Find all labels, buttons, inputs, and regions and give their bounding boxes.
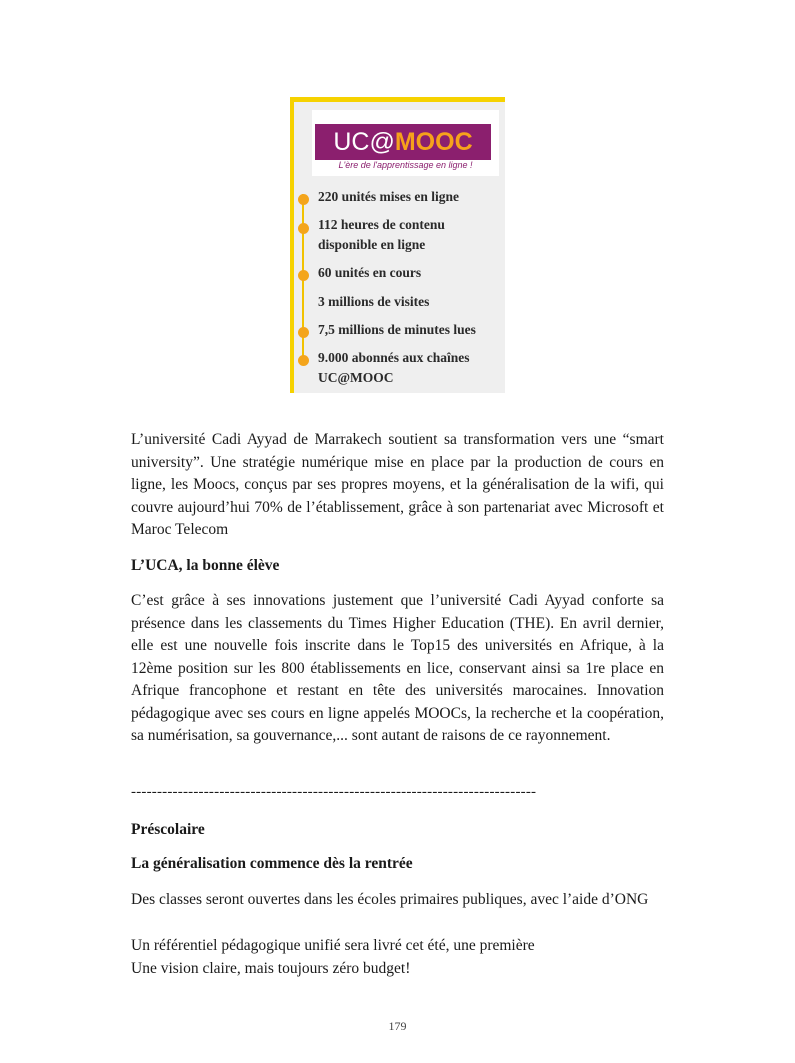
bullet-dot-icon: [298, 270, 309, 281]
stat-item: [318, 215, 445, 255]
stat-line: 112 heures de contenu: [318, 217, 445, 232]
stat-item: [318, 320, 476, 340]
ucamooc-logo: [312, 110, 499, 176]
bullet-dot-icon: [298, 194, 309, 205]
intro-paragraph: L’université Cadi Ayyad de Marrakech soutient sa transformation vers une “smart university”. Une stratégie numérique mise en place par la production de cours en ligne, les Moocs, conçus par ses propres moyens, et la généralisation de la wifi, qui couvre aujourd’hui 70% de l’établissement, grâce à son partenariat avec Microsoft et Maroc Telecom: [131, 431, 664, 538]
stat-line: UC@MOOC: [318, 370, 394, 385]
separator-line: ------------------------------------------------------------------------------: [131, 784, 537, 800]
stat-line: 220 unités mises en ligne: [318, 189, 460, 204]
stat-line: 3 millions de visites: [318, 294, 430, 309]
logo-text-uc: UC@: [333, 128, 395, 156]
logo-text-mooc: MOOC: [394, 128, 473, 156]
heading-generalisation: La généralisation commence dès la rentrée: [131, 855, 413, 872]
bullet-dot-icon: [298, 355, 309, 366]
stat-item: [318, 187, 459, 207]
classes-paragraph: Des classes seront ouvertes dans les écoles primaires publiques, avec l’aide d’ONG: [131, 891, 649, 908]
heading-uca: L’UCA, la bonne élève: [131, 557, 280, 574]
logo-tagline: L'ère de l'apprentissage en ligne !: [338, 160, 473, 170]
bullet-dot-icon: [298, 223, 309, 234]
uca-paragraph: C’est grâce à ses innovations justement que l’université Cadi Ayyad conforte sa présence dans les classements du Times Higher Education (THE). En avril dernier, elle est une nouvelle fois inscrite dans le Top15 des universités en Afrique, à la 12ème position sur les 800 établissements en lice, conservant ainsi sa 1re place en Afrique francophone et restant en tête des universités marocaines. Innovation pédagogique avec ses cours en ligne appelés MOOCs, la recherche et la coopération, sa numérisation, sa gouvernance,... sont autant de raisons de ce rayonnement.: [131, 592, 664, 744]
stat-item: [318, 348, 470, 388]
stat-item: [318, 292, 429, 312]
vision-line: Une vision claire, mais toujours zéro budget!: [131, 960, 411, 977]
stat-line: 7,5 millions de minutes lues: [318, 322, 476, 337]
logo-band: [315, 124, 491, 160]
stat-line: 60 unités en cours: [318, 265, 422, 280]
referentiel-line: Un référentiel pédagogique unifié sera livré cet été, une première: [131, 937, 535, 954]
page-number: 179: [388, 1019, 407, 1033]
ucamooc-infographic: [290, 97, 505, 393]
stat-line: 9.000 abonnés aux chaînes: [318, 350, 470, 365]
stat-item: [318, 263, 421, 283]
stat-line: disponible en ligne: [318, 237, 426, 252]
section-title: Préscolaire: [131, 821, 205, 838]
bullet-dot-icon: [298, 327, 309, 338]
